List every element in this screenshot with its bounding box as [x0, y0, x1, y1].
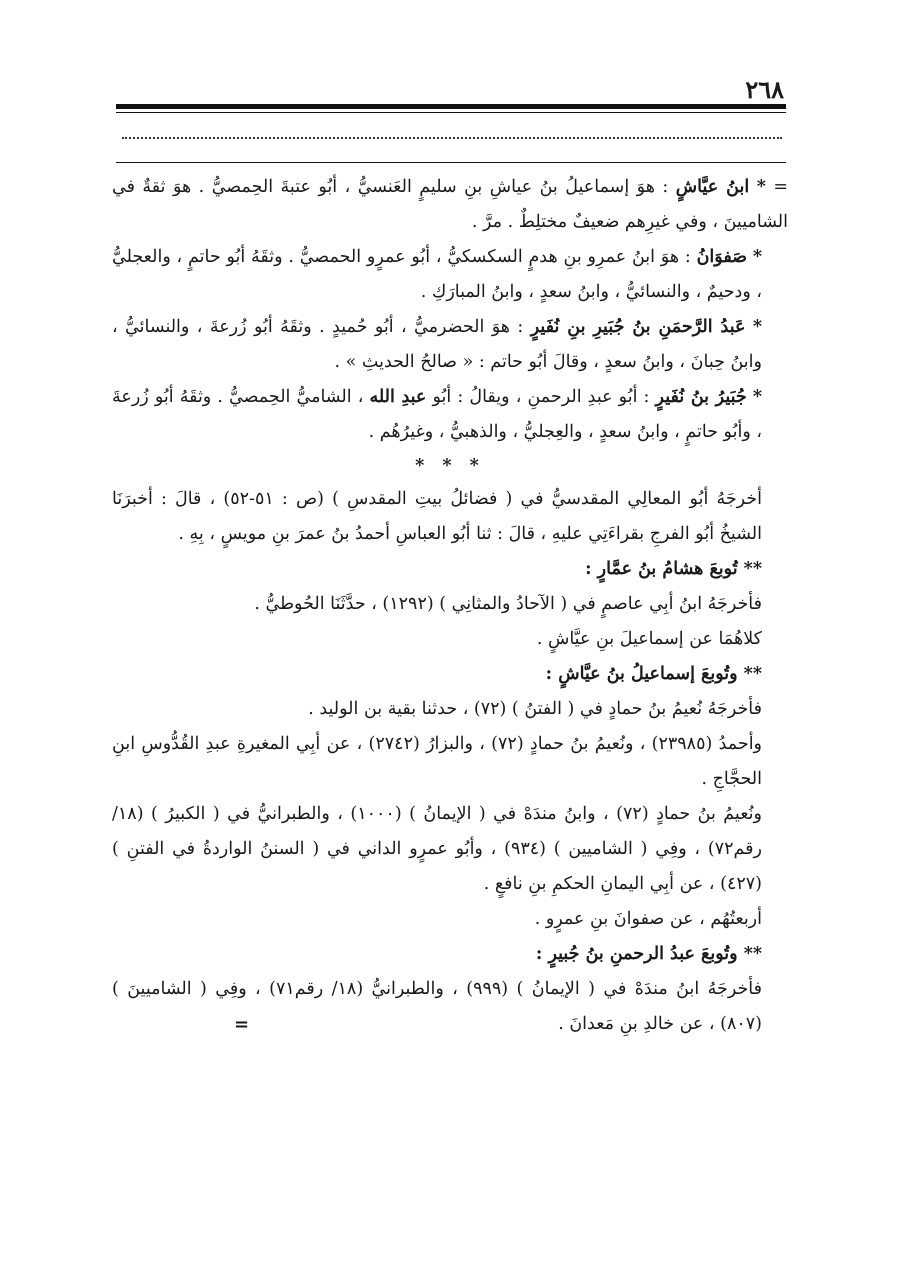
footnote-paragraph — [112, 240, 788, 310]
continuation-mark: = — [773, 177, 788, 197]
body-paragraph: أربعتُهُم ، عن صفوانَ بنِ عمرٍو . — [534, 909, 762, 929]
narrator-bio: ، الشاميُّ الحِمصيُّ . وثقَهُ أبُو زُرعةَ ، وأبُو حاتمٍ ، وابنُ سعدٍ ، والعِجليُّ ، والذهبيُّ ، وغيرُهُم . — [112, 387, 762, 442]
narrator-bio: : هوَ ابنُ عمرِو بنِ هدمٍ السكسكيُّ ، أبُو عمرٍو الحمصيُّ . وثقَهُ أبُو حاتمٍ ، والعجليُّ ، ودحيمٌ ، والنسائيُّ ، وابنُ سعدٍ ، وابنُ المبارَكِ . — [112, 247, 762, 302]
body-paragraph: كلاهُمَا عن إسماعيلَ بنِ عيَّاشٍ . — [536, 629, 762, 649]
header-rule-thin — [116, 112, 786, 113]
header-rule-thick — [116, 104, 786, 109]
body-paragraph: ونُعيمُ بنُ حمادٍ (٧٢) ، وابنُ مندَهْ في ( الإيمانُ ) (١٠٠٠) ، والطبرانيُّ في ( الكبيرُ ) (١٨/ رقم٧٢) ، وفِي ( الشاميين ) (٩٣٤) ، وأبُو عمرٍو الداني في ( السننُ الواردةُ في الفتنِ ) (٤٢٧) ، عن أبِي اليمانِ الحكمِ بنِ نافعٍ . — [112, 804, 762, 894]
footnote-rule — [116, 162, 786, 163]
star-marker: * — [752, 317, 762, 337]
star-marker: * — [752, 247, 762, 267]
narrator-bio: : هوَ الحضرميُّ ، أبُو حُميدٍ . وثقَهُ أبُو زُرعةَ ، والنسائيُّ ، وابنُ حِبانَ ، وابنُ سعدٍ ، وقالَ أبُو حاتم : « صالحُ الحديثِ » . — [112, 317, 762, 372]
section-separator: * * * — [415, 456, 485, 476]
page-number: ٢٦٨ — [745, 75, 784, 104]
section-heading: ** وتُوبعَ إسماعيلُ بنُ عيَّاشٍ : — [545, 664, 762, 684]
footnote-paragraph — [112, 310, 788, 380]
narrator-name: صَفوَانُ — [696, 247, 748, 267]
section-heading: ** تُوبعَ هشامُ بنُ عمَّارٍ : — [585, 559, 762, 579]
narrator-name: عَبدُ الرَّحمَنِ بنُ جُبَيرِ بنِ نُفَيرٍ — [530, 317, 746, 337]
body-text: فأخرجَهُ ابنُ مندَهْ في ( الإيمانُ ) (٩٩٩) ، والطبرانيُّ (١٨/ رقم٧١) ، وفِي ( الشاميينَ ) (٨٠٧) ، عن خالدِ بنِ مَعدانَ . — [112, 979, 762, 1034]
narrator-kunya: عبدِ الله — [369, 387, 427, 407]
star-marker: * — [752, 387, 762, 407]
footnote-paragraph — [112, 380, 788, 450]
narrator-bio: : هوَ إسماعيلُ بنُ عياشِ بنِ سليمٍ العَنسيُّ ، أبُو عتبةَ الحِمصيُّ . هوَ ثقةٌ في الشاميينَ ، وفي غيرِهم ضعيفٌ مختلِطٌ . مرَّ . — [112, 177, 788, 232]
page-content — [112, 170, 788, 1042]
continuation-mark: = — [234, 1014, 250, 1035]
star-marker: * — [756, 177, 766, 197]
body-paragraph: فأخرجَهُ ابنُ أبِي عاصمٍ في ( الآحادُ والمثانِي ) (١٢٩٢) ، حدَّثَنَا الحُوطيُّ . — [254, 594, 762, 614]
footnote-paragraph — [112, 170, 788, 240]
dotted-separator — [122, 137, 782, 139]
body-paragraph: وأحمدُ (٢٣٩٨٥) ، ونُعيمُ بنُ حمادٍ (٧٢) ، والبزارُ (٢٧٤٢) ، عن أبِي المغيرةِ عبدِ القُدُّوسِ ابنِ الحجَّاجِ . — [112, 734, 763, 789]
narrator-name: ابنُ عيَّاشٍ — [675, 177, 750, 197]
body-paragraph: أخرجَهُ أبُو المعالِي المقدسيُّ في ( فضائلُ بيتِ المقدسِ ) (ص : ٥١-٥٢) ، قالَ : أخبرَنَا الشيخُ أبُو الفرجِ بقراءَتِي عليهِ ، قالَ : ثنا أبُو العباسِ أحمدُ بنُ عمرَ بنِ مويسٍ ، بِهِ . — [112, 489, 762, 544]
body-paragraph — [112, 972, 788, 1042]
body-paragraph: فأخرجَهُ نُعيمُ بنُ حمادٍ في ( الفتنُ ) (٧٢) ، حدثنا بقية بن الوليد . — [308, 699, 762, 719]
narrator-name: جُبَيرُ بنُ نُفَيرٍ — [655, 387, 747, 407]
section-heading: ** وتُوبعَ عبدُ الرحمنِ بنُ جُبيرٍ : — [535, 944, 762, 964]
narrator-bio: : أبُو عبدِ الرحمنِ ، ويقالُ : أبُو — [432, 387, 650, 407]
